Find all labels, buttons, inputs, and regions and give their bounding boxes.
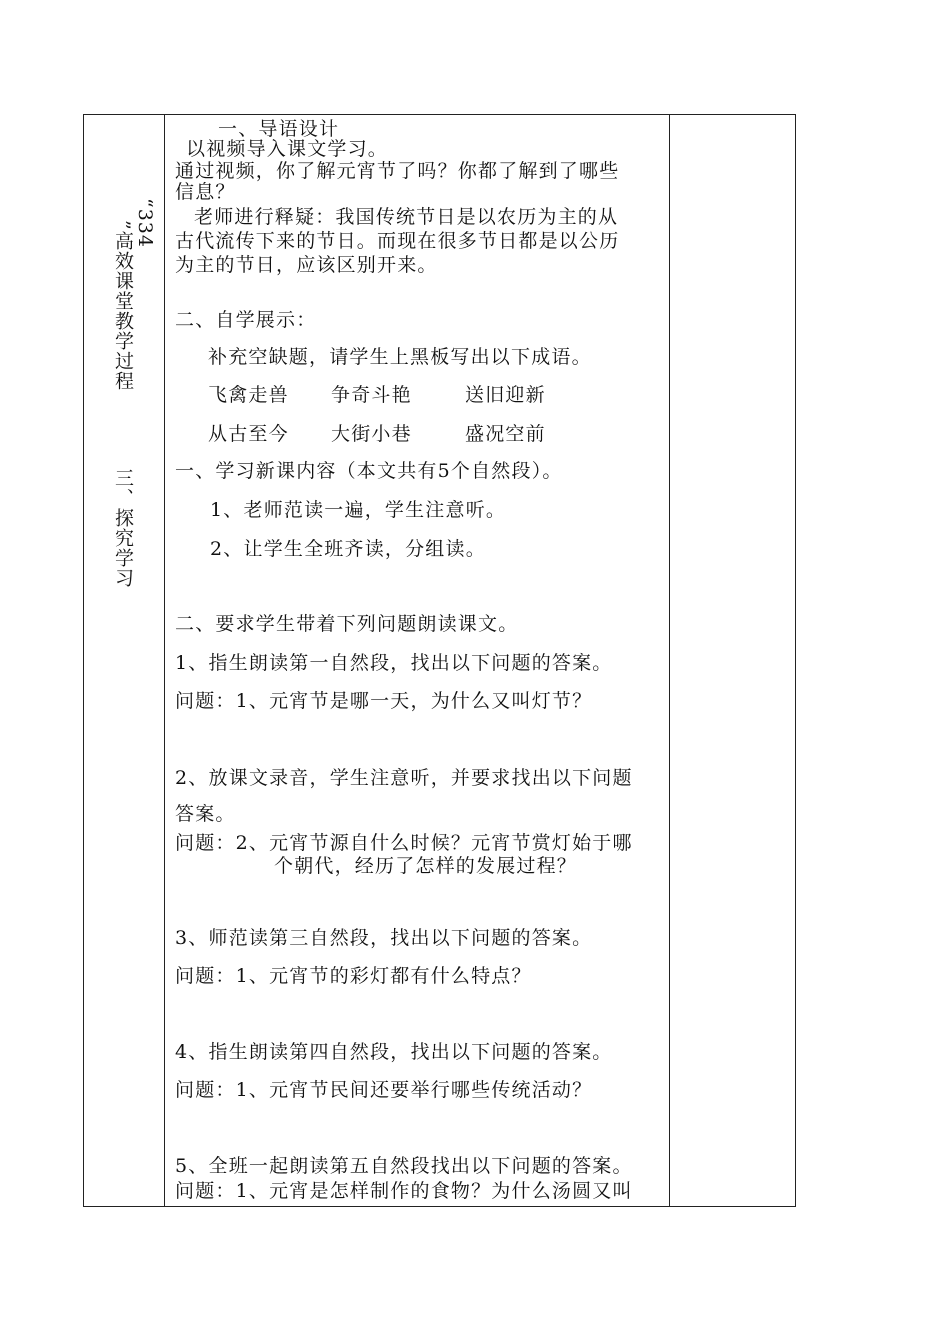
heading-new-lesson: 一、学习新课内容（本文共有5个自然段）。	[175, 460, 563, 482]
idiom: 飞禽走兽	[208, 384, 289, 406]
text-line: 个朝代，经历了怎样的发展过程？	[274, 855, 578, 877]
heading-questions: 二、要求学生带着下列问题朗读课文。	[175, 613, 519, 635]
section-label-col2: ”高效课堂教学过程	[112, 220, 134, 391]
text-line: 1、老师范读一遍，学生注意听。	[210, 499, 507, 521]
column-divider-right	[669, 114, 670, 1207]
text-line: 3、师范读第三自然段，找出以下问题的答案。	[175, 927, 593, 949]
section-label-col1: “334	[134, 198, 156, 248]
column-divider-left	[164, 114, 165, 1207]
text-line: 为主的节日，应该区别开来。	[175, 254, 438, 276]
text-line: 4、指生朗读第四自然段，找出以下问题的答案。	[175, 1041, 613, 1063]
text-line: 以视频导入课文学习。	[186, 138, 389, 160]
idiom: 大街小巷	[331, 423, 412, 445]
heading-intro-design: 一、导语设计	[218, 118, 340, 140]
text-line: 问题：1、元宵节的彩灯都有什么特点？	[175, 965, 532, 987]
text-line: 2、放课文录音，学生注意听，并要求找出以下问题	[175, 767, 633, 789]
idiom: 争奇斗艳	[331, 384, 412, 406]
text-line: 问题：2、元宵节源自什么时候？元宵节赏灯始于哪	[175, 832, 633, 854]
idiom: 盛况空前	[465, 423, 546, 445]
text-line: 5、全班一起朗读第五自然段找出以下问题的答案。	[175, 1155, 633, 1177]
text-line: 信息？	[175, 181, 236, 203]
idiom: 送旧迎新	[465, 384, 546, 406]
text-line: 古代流传下来的节日。而现在很多节日都是以公历	[175, 230, 620, 252]
text-line: 问题：1、元宵节是哪一天，为什么又叫灯节？	[175, 690, 593, 712]
text-line: 问题：1、元宵节民间还要举行哪些传统活动？	[175, 1079, 593, 1101]
text-line: 老师进行释疑：我国传统节日是以农历为主的从	[194, 206, 619, 228]
text-line: 问题：1、元宵是怎样制作的食物？为什么汤圆又叫	[175, 1180, 633, 1202]
text-line: 补充空缺题，请学生上黑板写出以下成语。	[208, 346, 592, 368]
text-line: 2、让学生全班齐读，分组读。	[210, 538, 486, 560]
heading-self-study: 二、自学展示：	[175, 309, 317, 331]
text-line: 1、指生朗读第一自然段，找出以下问题的答案。	[175, 652, 613, 674]
text-line: 通过视频，你了解元宵节了吗？你都了解到了哪些	[175, 160, 620, 182]
section-label-explore: 三、探究学习	[112, 468, 134, 588]
text-line: 答案。	[175, 803, 236, 825]
idiom: 从古至今	[208, 423, 289, 445]
